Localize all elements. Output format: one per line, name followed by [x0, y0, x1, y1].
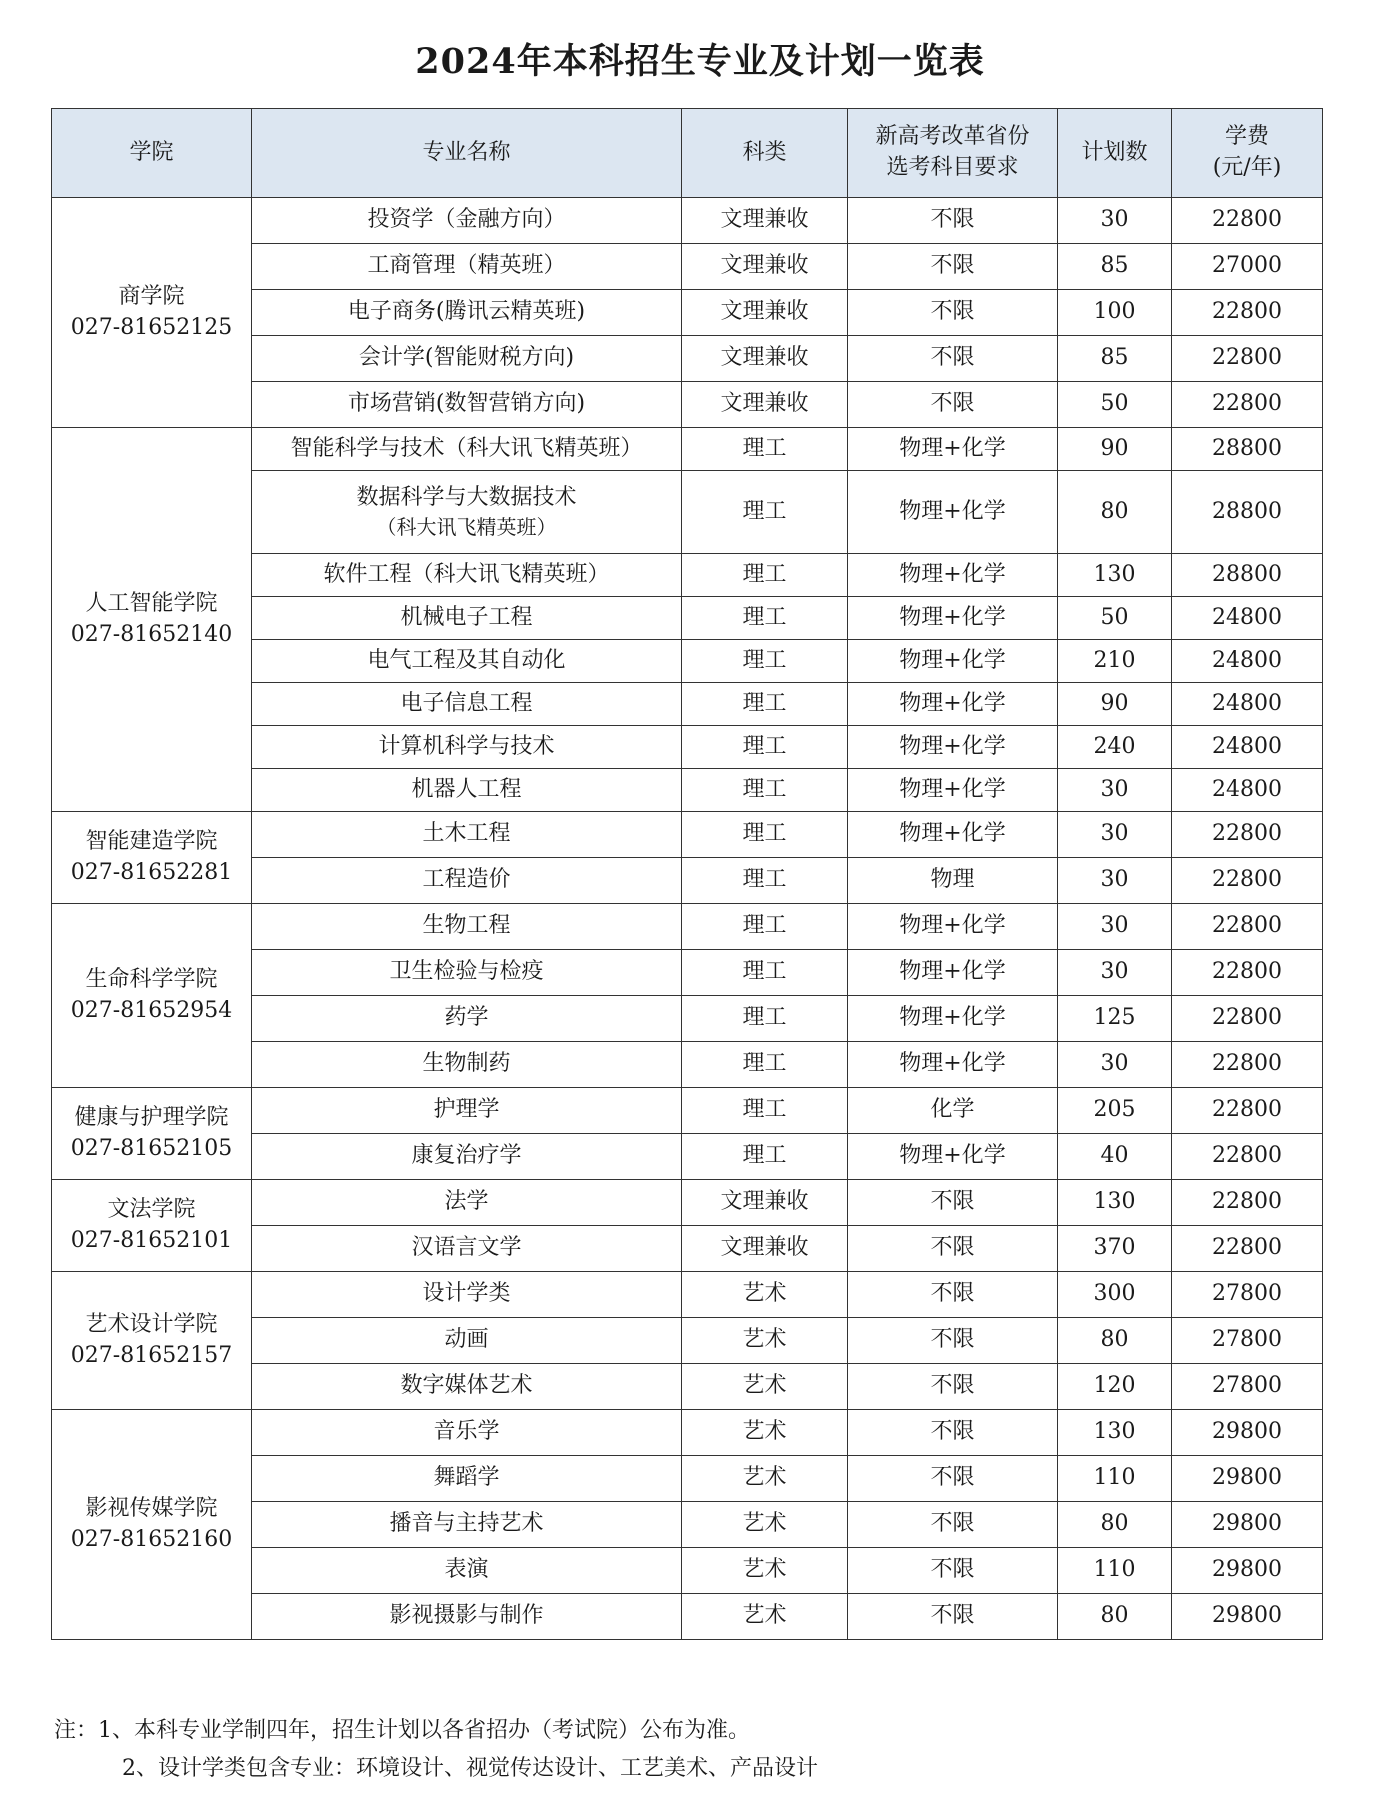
subject-requirement-cell: 不限 [848, 1364, 1058, 1410]
subject-requirement-cell: 物理+化学 [848, 769, 1058, 812]
plan-count-cell: 130 [1058, 1410, 1172, 1456]
category-cell: 文理兼收 [682, 1180, 848, 1226]
subject-requirement-cell: 物理+化学 [848, 904, 1058, 950]
tuition-fee-cell: 27800 [1172, 1318, 1323, 1364]
major-cell [252, 1226, 682, 1272]
plan-count-cell: 130 [1058, 554, 1172, 597]
subject-requirement-cell: 物理+化学 [848, 950, 1058, 996]
major-cell [252, 1548, 682, 1594]
plan-count-cell: 30 [1058, 769, 1172, 812]
category-cell: 理工 [682, 428, 848, 471]
major-name: 市场营销(数智营销方向) [347, 391, 586, 417]
major-name: 工商管理（精英班） [367, 253, 566, 279]
plan-count-cell: 130 [1058, 1180, 1172, 1226]
major-cell [252, 290, 682, 336]
major-cell [252, 858, 682, 904]
table-body [52, 198, 1323, 1640]
category-cell: 艺术 [682, 1410, 848, 1456]
subject-requirement-cell: 不限 [848, 290, 1058, 336]
major-name: 卫生检验与检疫 [389, 959, 544, 985]
major-name: 土木工程 [422, 821, 511, 847]
subject-requirement-cell: 不限 [848, 382, 1058, 428]
major-name: 数据科学与大数据技术 [356, 484, 577, 510]
table-row [52, 904, 1323, 950]
category-cell: 理工 [682, 858, 848, 904]
major-cell [252, 336, 682, 382]
tuition-fee-cell: 27800 [1172, 1364, 1323, 1410]
plan-count-cell: 30 [1058, 812, 1172, 858]
tuition-fee-cell: 24800 [1172, 597, 1323, 640]
college-name: 商学院 [118, 283, 185, 309]
category-cell: 理工 [682, 683, 848, 726]
major-name: 康复治疗学 [411, 1143, 522, 1169]
college-phone: 027-81652954 [70, 997, 233, 1023]
subject-requirement-cell: 化学 [848, 1088, 1058, 1134]
major-name: 生物工程 [422, 913, 511, 939]
tuition-fee-cell: 28800 [1172, 428, 1323, 471]
tuition-fee-cell: 22800 [1172, 336, 1323, 382]
category-cell: 艺术 [682, 1272, 848, 1318]
table-row [52, 1180, 1323, 1226]
tuition-fee-cell: 29800 [1172, 1548, 1323, 1594]
major-name: 会计学(智能财税方向) [358, 345, 575, 371]
header-fee-line1: 学费 [1224, 124, 1269, 150]
major-name: 舞蹈学 [433, 1465, 500, 1491]
category-cell: 理工 [682, 769, 848, 812]
college-phone: 027-81652105 [70, 1135, 233, 1161]
college-cell [52, 428, 252, 812]
subject-requirement-cell: 不限 [848, 198, 1058, 244]
category-cell: 文理兼收 [682, 198, 848, 244]
major-cell [252, 1134, 682, 1180]
plan-count-cell: 210 [1058, 640, 1172, 683]
major-name: 音乐学 [433, 1419, 500, 1445]
major-cell [252, 1042, 682, 1088]
plan-count-cell: 120 [1058, 1364, 1172, 1410]
plan-count-cell: 370 [1058, 1226, 1172, 1272]
subject-requirement-cell: 物理+化学 [848, 471, 1058, 554]
subject-requirement-cell: 不限 [848, 336, 1058, 382]
category-cell: 理工 [682, 1088, 848, 1134]
table-row [52, 198, 1323, 244]
category-cell: 理工 [682, 726, 848, 769]
category-cell: 理工 [682, 471, 848, 554]
college-phone: 027-81652160 [70, 1526, 233, 1552]
major-name: 机器人工程 [411, 776, 522, 802]
college-phone: 027-81652140 [70, 621, 233, 647]
plan-count-cell: 110 [1058, 1456, 1172, 1502]
major-cell [252, 1088, 682, 1134]
tuition-fee-cell: 28800 [1172, 471, 1323, 554]
major-name: 播音与主持艺术 [389, 1511, 544, 1537]
category-cell: 艺术 [682, 1318, 848, 1364]
college-cell [52, 812, 252, 904]
tuition-fee-cell: 22800 [1172, 996, 1323, 1042]
subject-requirement-cell: 不限 [848, 1272, 1058, 1318]
major-name: 计算机科学与技术 [378, 733, 555, 759]
major-name: 生物制药 [422, 1051, 511, 1077]
major-cell [252, 471, 682, 554]
college-cell [52, 1410, 252, 1640]
major-name: 智能科学与技术（科大讯飞精英班） [290, 435, 643, 461]
college-name: 健康与护理学院 [74, 1104, 229, 1130]
major-cell [252, 244, 682, 290]
plan-count-cell: 80 [1058, 1594, 1172, 1640]
subject-requirement-cell: 不限 [848, 1456, 1058, 1502]
major-cell [252, 1410, 682, 1456]
major-name: 表演 [444, 1557, 489, 1583]
tuition-fee-cell: 29800 [1172, 1594, 1323, 1640]
major-cell [252, 683, 682, 726]
subject-requirement-cell: 不限 [848, 244, 1058, 290]
header-fee-line2: (元/年) [1212, 155, 1282, 180]
college-cell [52, 1180, 252, 1272]
tuition-fee-cell: 27800 [1172, 1272, 1323, 1318]
subject-requirement-cell: 不限 [848, 1548, 1058, 1594]
plan-count-cell: 85 [1058, 244, 1172, 290]
college-name: 人工智能学院 [85, 590, 218, 616]
footnotes [54, 1712, 818, 1788]
major-name: 汉语言文学 [411, 1235, 522, 1261]
major-name: 动画 [444, 1327, 489, 1353]
tuition-fee-cell: 22800 [1172, 290, 1323, 336]
college-phone: 027-81652157 [70, 1342, 233, 1368]
tuition-fee-cell: 29800 [1172, 1502, 1323, 1548]
tuition-fee-cell: 29800 [1172, 1456, 1323, 1502]
table-row [52, 1272, 1323, 1318]
college-phone: 027-81652101 [70, 1227, 233, 1253]
category-cell: 理工 [682, 1042, 848, 1088]
major-cell [252, 1272, 682, 1318]
tuition-fee-cell: 22800 [1172, 1134, 1323, 1180]
college-name: 智能建造学院 [85, 828, 218, 854]
tuition-fee-cell: 27000 [1172, 244, 1323, 290]
header-subject-line2: 选考科目要求 [886, 155, 1019, 180]
plan-count-cell: 205 [1058, 1088, 1172, 1134]
category-cell: 理工 [682, 554, 848, 597]
tuition-fee-cell: 22800 [1172, 1180, 1323, 1226]
tuition-fee-cell: 22800 [1172, 858, 1323, 904]
major-name: 法学 [444, 1189, 489, 1215]
tuition-fee-cell: 24800 [1172, 726, 1323, 769]
subject-requirement-cell: 物理+化学 [848, 1134, 1058, 1180]
plan-count-cell: 30 [1058, 858, 1172, 904]
college-name: 生命科学学院 [85, 966, 218, 992]
header-major: 专业名称 [252, 109, 682, 198]
category-cell: 理工 [682, 1134, 848, 1180]
subject-requirement-cell: 不限 [848, 1226, 1058, 1272]
table-header-row [52, 109, 1323, 198]
tuition-fee-cell: 24800 [1172, 769, 1323, 812]
plan-count-cell: 90 [1058, 428, 1172, 471]
plan-count-cell: 240 [1058, 726, 1172, 769]
table-row [52, 1410, 1323, 1456]
plan-count-cell: 80 [1058, 1502, 1172, 1548]
tuition-fee-cell: 29800 [1172, 1410, 1323, 1456]
major-cell [252, 812, 682, 858]
major-cell [252, 950, 682, 996]
major-cell [252, 996, 682, 1042]
major-name: 投资学（金融方向） [367, 207, 566, 233]
tuition-fee-cell: 22800 [1172, 382, 1323, 428]
major-cell [252, 428, 682, 471]
major-cell [252, 554, 682, 597]
subject-requirement-cell: 物理+化学 [848, 597, 1058, 640]
category-cell: 理工 [682, 640, 848, 683]
college-name: 影视传媒学院 [85, 1495, 218, 1521]
header-fee [1172, 109, 1323, 198]
tuition-fee-cell: 22800 [1172, 1088, 1323, 1134]
major-name: 药学 [444, 1005, 489, 1031]
tuition-fee-cell: 22800 [1172, 950, 1323, 996]
college-phone: 027-81652281 [70, 859, 233, 885]
major-name: 电子信息工程 [400, 690, 533, 716]
subject-requirement-cell: 物理+化学 [848, 726, 1058, 769]
tuition-fee-cell: 24800 [1172, 640, 1323, 683]
plan-count-cell: 300 [1058, 1272, 1172, 1318]
major-name: 机械电子工程 [400, 604, 533, 630]
major-cell [252, 640, 682, 683]
tuition-fee-cell: 22800 [1172, 198, 1323, 244]
tuition-fee-cell: 22800 [1172, 1226, 1323, 1272]
table-row [52, 1088, 1323, 1134]
category-cell: 艺术 [682, 1364, 848, 1410]
subject-requirement-cell: 物理+化学 [848, 640, 1058, 683]
plan-count-cell: 40 [1058, 1134, 1172, 1180]
major-name: 设计学类 [422, 1281, 511, 1307]
college-phone: 027-81652125 [70, 314, 233, 340]
college-name: 文法学院 [107, 1196, 196, 1222]
major-cell [252, 1180, 682, 1226]
major-cell [252, 1318, 682, 1364]
subject-requirement-cell: 物理 [848, 858, 1058, 904]
subject-requirement-cell: 物理+化学 [848, 1042, 1058, 1088]
header-subject-line1: 新高考改革省份 [875, 124, 1030, 150]
college-cell [52, 198, 252, 428]
major-name-line2: （科大讯飞精英班） [376, 515, 557, 540]
major-name: 电子商务(腾讯云精英班) [347, 299, 586, 325]
major-name: 软件工程（科大讯飞精英班） [323, 561, 610, 587]
major-cell [252, 1594, 682, 1640]
plan-count-cell: 110 [1058, 1548, 1172, 1594]
major-cell [252, 1456, 682, 1502]
major-cell [252, 382, 682, 428]
major-name: 工程造价 [422, 867, 511, 893]
subject-requirement-cell: 物理+化学 [848, 812, 1058, 858]
plan-count-cell: 50 [1058, 597, 1172, 640]
subject-requirement-cell: 物理+化学 [848, 554, 1058, 597]
subject-requirement-cell: 不限 [848, 1410, 1058, 1456]
category-cell: 文理兼收 [682, 382, 848, 428]
plan-count-cell: 30 [1058, 950, 1172, 996]
header-category: 科类 [682, 109, 848, 198]
category-cell: 艺术 [682, 1548, 848, 1594]
subject-requirement-cell: 物理+化学 [848, 683, 1058, 726]
category-cell: 理工 [682, 597, 848, 640]
category-cell: 理工 [682, 812, 848, 858]
table-row [52, 812, 1323, 858]
major-cell [252, 1502, 682, 1548]
major-cell [252, 726, 682, 769]
category-cell: 理工 [682, 950, 848, 996]
plan-count-cell: 125 [1058, 996, 1172, 1042]
subject-requirement-cell: 物理+化学 [848, 996, 1058, 1042]
page-title: 2024年本科招生专业及计划一览表 [415, 41, 985, 82]
plan-count-cell: 30 [1058, 904, 1172, 950]
subject-requirement-cell: 不限 [848, 1502, 1058, 1548]
major-cell [252, 198, 682, 244]
plan-count-cell: 80 [1058, 471, 1172, 554]
category-cell: 艺术 [682, 1594, 848, 1640]
header-subject-requirement [848, 109, 1058, 198]
major-cell [252, 769, 682, 812]
plan-count-cell: 30 [1058, 1042, 1172, 1088]
tuition-fee-cell: 22800 [1172, 1042, 1323, 1088]
tuition-fee-cell: 28800 [1172, 554, 1323, 597]
footnote-2: 2、设计学类包含专业：环境设计、视觉传达设计、工艺美术、产品设计 [122, 1756, 818, 1781]
subject-requirement-cell: 不限 [848, 1594, 1058, 1640]
college-name: 艺术设计学院 [85, 1311, 218, 1337]
category-cell: 文理兼收 [682, 290, 848, 336]
category-cell: 理工 [682, 996, 848, 1042]
major-name: 护理学 [433, 1097, 500, 1123]
plan-count-cell: 30 [1058, 198, 1172, 244]
category-cell: 艺术 [682, 1456, 848, 1502]
major-cell [252, 597, 682, 640]
tuition-fee-cell: 22800 [1172, 812, 1323, 858]
major-name: 电气工程及其自动化 [367, 647, 566, 673]
table-row [52, 428, 1323, 471]
category-cell: 艺术 [682, 1502, 848, 1548]
plan-count-cell: 90 [1058, 683, 1172, 726]
footnote-1: 注：1、本科专业学制四年，招生计划以各省招办（考试院）公布为准。 [54, 1718, 750, 1743]
major-cell [252, 1364, 682, 1410]
category-cell: 文理兼收 [682, 336, 848, 382]
subject-requirement-cell: 物理+化学 [848, 428, 1058, 471]
tuition-fee-cell: 24800 [1172, 683, 1323, 726]
major-cell [252, 904, 682, 950]
subject-requirement-cell: 不限 [848, 1180, 1058, 1226]
college-cell [52, 1272, 252, 1410]
category-cell: 文理兼收 [682, 1226, 848, 1272]
plan-count-cell: 100 [1058, 290, 1172, 336]
tuition-fee-cell: 22800 [1172, 904, 1323, 950]
plan-count-cell: 80 [1058, 1318, 1172, 1364]
category-cell: 理工 [682, 904, 848, 950]
plan-count-cell: 85 [1058, 336, 1172, 382]
header-college: 学院 [52, 109, 252, 198]
college-cell [52, 1088, 252, 1180]
category-cell: 文理兼收 [682, 244, 848, 290]
major-name: 数字媒体艺术 [400, 1373, 533, 1399]
enrollment-plan-table [51, 108, 1323, 1640]
plan-count-cell: 50 [1058, 382, 1172, 428]
subject-requirement-cell: 不限 [848, 1318, 1058, 1364]
college-cell [52, 904, 252, 1088]
header-plan: 计划数 [1058, 109, 1172, 198]
major-name: 影视摄影与制作 [389, 1603, 544, 1629]
